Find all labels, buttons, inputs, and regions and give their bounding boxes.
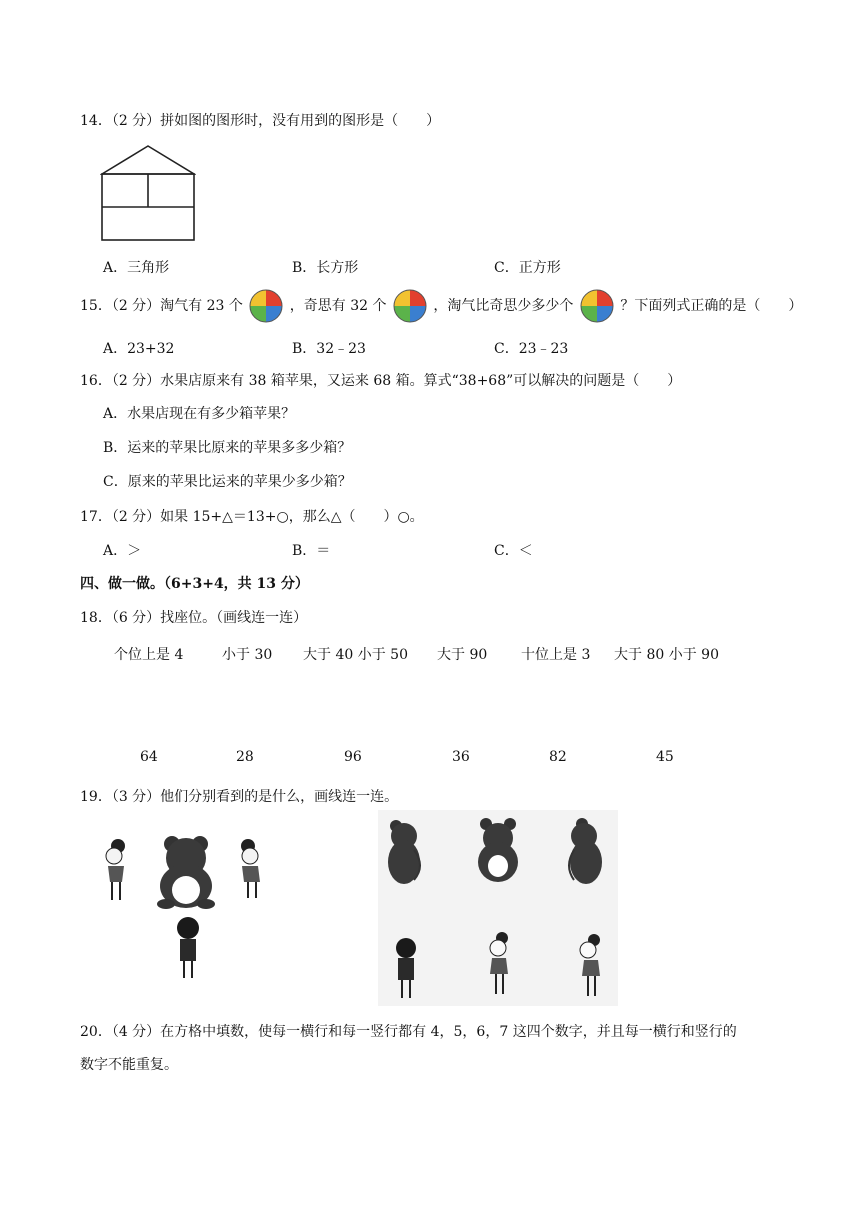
beach-ball-icon [393, 289, 427, 323]
q18-number: 82 [549, 749, 567, 765]
q14-option-a: A．三角形 [103, 260, 170, 276]
girl-left-figure [106, 839, 125, 900]
q18-condition: 大于 80 小于 90 [614, 647, 719, 663]
bear-front-view [478, 818, 518, 882]
q14-option-b: B．长方形 [292, 260, 359, 276]
q18-condition: 大于 90 [437, 647, 488, 663]
boy-front-figure [177, 917, 199, 978]
q15-option-b: B．32﹣23 [292, 341, 366, 357]
q17-option-a: A．＞ [103, 543, 142, 559]
q14-stem: 14．（2 分）拼如图的图形时，没有用到的图形是（ ） [80, 113, 441, 129]
bear-side-view-left [388, 820, 420, 884]
q15-option-a: A．23+32 [103, 341, 175, 357]
q19-stem: 19．（3 分）他们分别看到的是什么，画线连一连。 [80, 789, 399, 805]
q17-option-b: B．＝ [292, 543, 331, 559]
q18-condition: 小于 30 [222, 647, 273, 663]
girl-right-figure [241, 839, 260, 898]
q15-stem [80, 289, 802, 323]
q16-stem: 16．（2 分）水果店原来有 38 箱苹果，又运来 68 箱。算式“38+68”可以解决的问题是（ ） [80, 373, 682, 389]
beach-ball-icon [580, 289, 614, 323]
views-panel [378, 810, 618, 1006]
q18-number: 36 [452, 749, 470, 765]
q18-number: 45 [656, 749, 674, 765]
q15-text-2: ，奇思有 32 个 [289, 298, 387, 314]
q15-text-4: ？下面列式正确的是（ ） [620, 298, 803, 314]
q15-text-1: 15．（2 分）淘气有 23 个 [80, 298, 243, 314]
q18-number: 28 [236, 749, 254, 765]
q18-condition: 十位上是 3 [521, 647, 591, 663]
house-shape-figure [100, 144, 196, 242]
q18-condition: 大于 40 小于 50 [303, 647, 408, 663]
q17-stem: 17．（2 分）如果 15+△＝13+○，那么△（ ）○。 [80, 509, 424, 525]
q16-option-b: B．运来的苹果比原来的苹果多多少箱？ [103, 440, 352, 456]
q16-option-c: C．原来的苹果比运来的苹果少多少箱？ [103, 474, 352, 490]
beach-ball-icon [249, 289, 283, 323]
q14-option-c: C．正方形 [494, 260, 561, 276]
observation-scene [100, 826, 280, 986]
q18-stem: 18．（6 分）找座位。（画线连一连） [80, 610, 308, 626]
q20-line2: 数字不能重复。 [80, 1057, 178, 1073]
q17-option-c: C．＜ [494, 543, 533, 559]
bear-figure [157, 836, 215, 909]
q20-line1: 20．（4 分）在方格中填数，使每一横行和每一竖行都有 4，5，6，7 这四个数字，并且每一横行和竖行的 [80, 1024, 737, 1040]
q18-condition: 个位上是 4 [114, 647, 184, 663]
q16-option-a: A．水果店现在有多少箱苹果？ [103, 406, 296, 422]
q15-option-c: C．23﹣23 [494, 341, 569, 357]
q15-text-3: ，淘气比奇思少多少个 [433, 298, 574, 314]
section-heading: 四、做一做。（6+3+4，共 13 分） [80, 576, 309, 592]
q18-number: 96 [344, 749, 362, 765]
q18-number: 64 [140, 749, 158, 765]
